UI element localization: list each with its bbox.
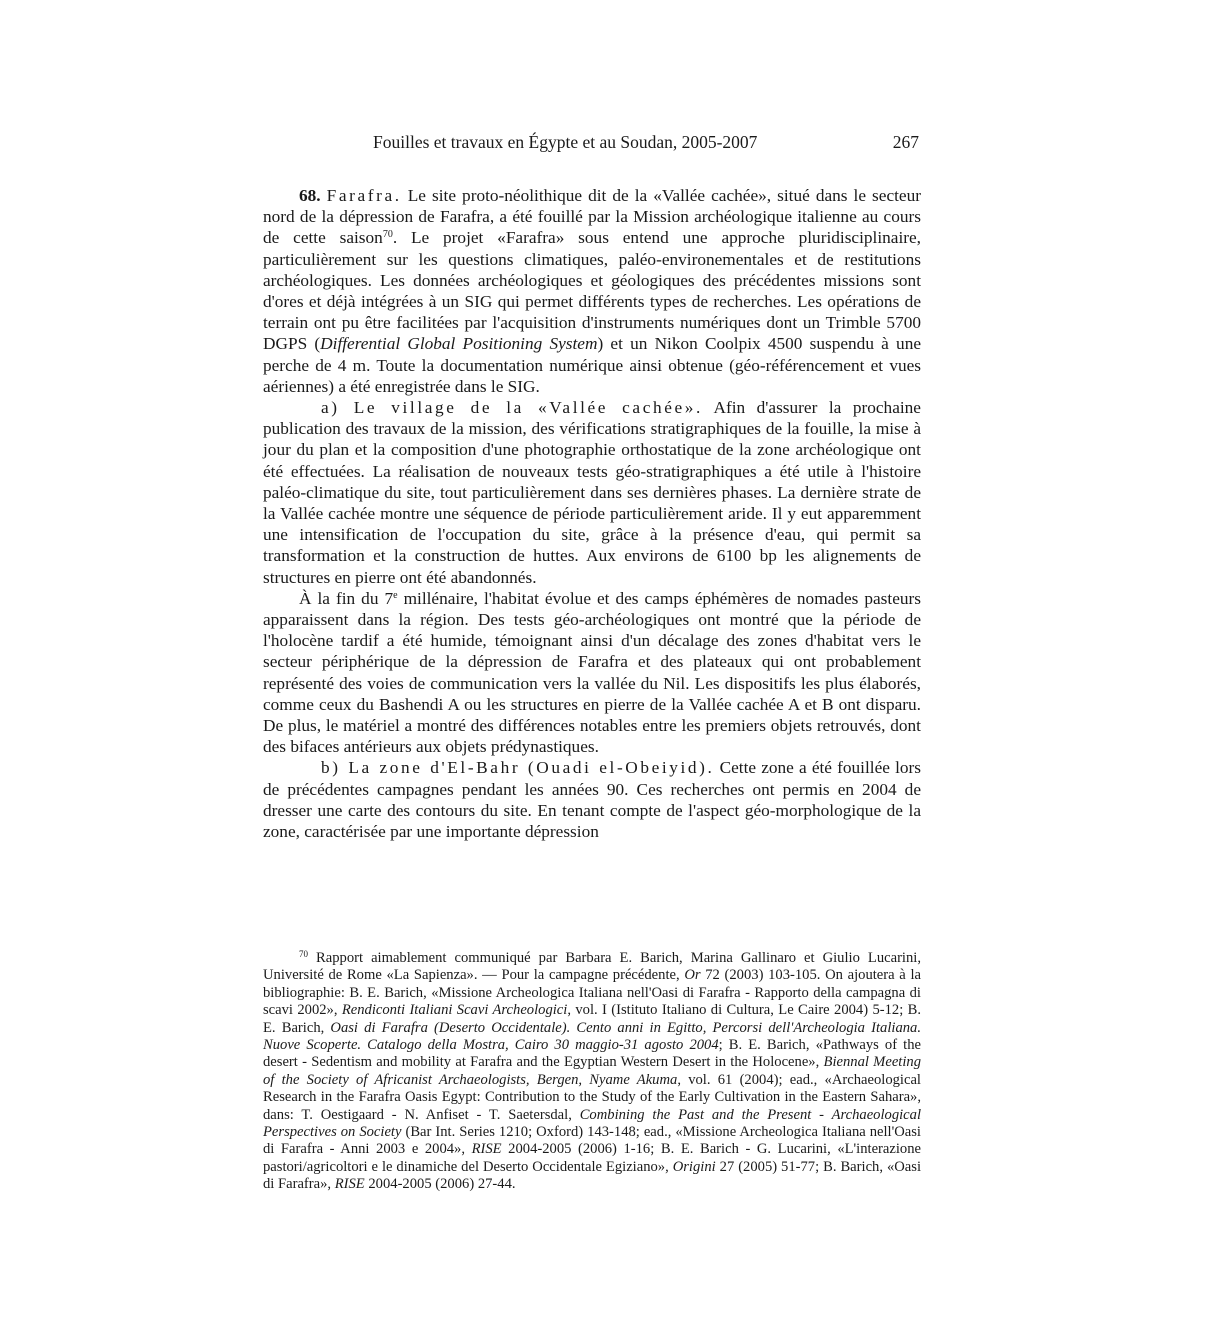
footnote-text: 72 (2003) 103-105. On ajoutera à la bibliographie: B. E. Barich, «Missione Archeologica Italiana nell'Oasi di Farafra - Rapporto della campagna di scavi 2002», (263, 967, 922, 1019)
footnote-italic: Or (684, 967, 701, 984)
footnote-italic: RISE (471, 1141, 502, 1158)
paragraph-3 (263, 588, 921, 758)
intro-text-3: ) et un Nikon Coolpix 4500 suspendu à une perche de 4 m. Toute la documentation numérique ainsi obtenue (géo-référencement et vues aériennes) a été enregistrée dans le SIG. (263, 334, 921, 396)
paragraph-b (263, 757, 921, 842)
footnote-italic: Origini (672, 1158, 716, 1175)
footnote-italic: RISE (334, 1176, 365, 1193)
running-title: Fouilles et travaux en Égypte et au Soudan, 2005-2007 (373, 132, 758, 152)
footnote-70 (263, 950, 921, 1194)
paragraph-3-text-1: À la fin du 7 (299, 588, 394, 608)
footnote-italic: Rendiconti Italiani Scavi Archeologici (341, 1002, 568, 1019)
footnote-reference[interactable]: 70 (382, 229, 393, 241)
page (263, 128, 921, 842)
paragraph-a-text: Afin d'assurer la prochaine publication des travaux de la mission, des vérifications stratigraphiques de la fouille, la mise à jour du plan et la composition d'une photographie orthostatique de la zone archéologique ont été effectuées. La réalisation de nouveaux tests géo-stratigraphiques a été utile à l'histoire paléo-climatique du site, tout particulièrement dans ses dernières phases. La dernière strate de la Vallée cachée montre une séquence de période particulièrement aride. Il y eut apparemment une intensification de l'occupation du site, grâce à la présence d'eau, qui permit sa transformation et la construction de huttes. Aux environs de 6100 bp les alignements de structures en pierre ont été abandonnés. (263, 398, 921, 587)
intro-italic: Differential Global Positioning System (320, 334, 598, 354)
footnotes (263, 950, 921, 1194)
paragraph-intro (263, 185, 921, 397)
section-number: 68. (299, 186, 321, 205)
site-name: Farafra. (326, 186, 402, 205)
footnote-italic: Oasi di Farafra (Deserto Occidentale). Cento anni in Egitto, Percorsi dell'Archeologia Italiana. Nuove Scoperte. Catalogo della Mostra, Cairo 30 maggio-31 agosto 2004 (263, 1019, 921, 1054)
intro-text-2: . Le projet «Farafra» sous entend une approche pluridisciplinaire, particulièrement sur les questions climatiques, paléo-environementales et de restitutions archéologiques. Les données archéologiques et géologiques des précédentes missions sont d'ores et déjà intégrées à un SIG qui permet différents types de recherches. Les opérations de terrain ont pu être facilitées par l'acquisition d'instruments numériques dont un Trimble 5700 DGPS ( (263, 228, 921, 354)
subheading-a: a) Le village de la «Vallée cachée». (321, 398, 703, 418)
paragraph-a (263, 397, 921, 588)
footnote-text: ; B. E. Barich, «Pathways of the desert - Sedentism and mobility at Farafra and the Egyptian Western Desert in the Holocene», (263, 1037, 921, 1071)
footnote-text: 2004-2005 (2006) 27-44. (364, 1176, 516, 1193)
footnote-text: , vol. 61 (2004); ead., «Archaeological Research in the Farafra Oasis Egypt: Contribution to the Study of the Early Cultivation in the Eastern Sahara», dans: T. Oestigaard - N. Anfiset - T. Saetersdal, (263, 1071, 921, 1123)
footnote-text: , vol. I (Istituto Italiano di Cultura, Le Caire 2004) 5-12; B. E. Barich, (263, 1002, 921, 1036)
footnote-italic: Combining the Past and the Present - Archaeological Perspectives on Society (263, 1106, 922, 1141)
intro-text-1: Le site proto-néolithique dit de la «Vallée cachée», situé dans le secteur nord de la dépression de Farafra, a été fouillé par la Mission archéologique italienne au cours de cette saison (263, 186, 921, 248)
running-head (263, 128, 921, 158)
paragraph-3-text-2: millénaire, l'habitat évolue et des camps éphémères de nomades pasteurs apparaissent dans la région. Des tests géo-archéologiques ont montré que la période de l'holocène tardif a été humide, témoignant ainsi d'un décalage des zones d'habitat vers le secteur périphérique de la dépression de Farafra et des plateaux qui ont probablement représenté des voies de communication vers la vallée du Nil. Les dispositifs les plus élaborés, comme ceux du Bashendi A ou les structures en pierre de la Vallée cachée A et B ont disparu. De plus, le matériel a montré des différences notables entre les premiers objets retrouvés, dont des bifaces antérieurs aux objets prédynastiques. (263, 588, 921, 757)
footnote-italic: Biennal Meeting of the Society of Africanist Archaeologists, Bergen, Nyame Akuma (263, 1054, 921, 1088)
subheading-b: b) La zone d'El-Bahr (Ouadi el-Obeiyid). (321, 758, 715, 778)
body-text (263, 185, 921, 842)
footnote-text: 27 (2005) 51-77; B. Barich, «Oasi di Farafra», (263, 1158, 921, 1193)
footnote-text: (Bar Int. Series 1210; Oxford) 143-148; ead., «Missione Archeologica Italiana nell'Oasi di Farafra - Anni 2003 e 2004», (263, 1124, 921, 1158)
millennium-superscript: e (393, 589, 398, 601)
page-number: 267 (892, 132, 919, 152)
footnote-mark: 70 (299, 949, 308, 959)
paragraph-b-text: Cette zone a été fouillée lors de précédentes campagnes pendant les années 90. Ces recherches ont permis en 2004 de dresser une carte des contours du site. En tenant compte de l'aspect géo-morphologique de la zone, caractérisée par une importante dépression (263, 758, 921, 842)
footnote-text: 2004-2005 (2006) 1-16; B. E. Barich - G. Lucarini, «L'interazione pastori/agricoltori e le dinamiche del Deserto Occidentale Egiziano», (263, 1141, 921, 1175)
footnote-text: Rapport aimablement communiqué par Barbara E. Barich, Marina Gallinaro et Giulio Lucarini, Université de Rome «La Sapienza». — Pour la campagne précédente, (263, 950, 921, 984)
